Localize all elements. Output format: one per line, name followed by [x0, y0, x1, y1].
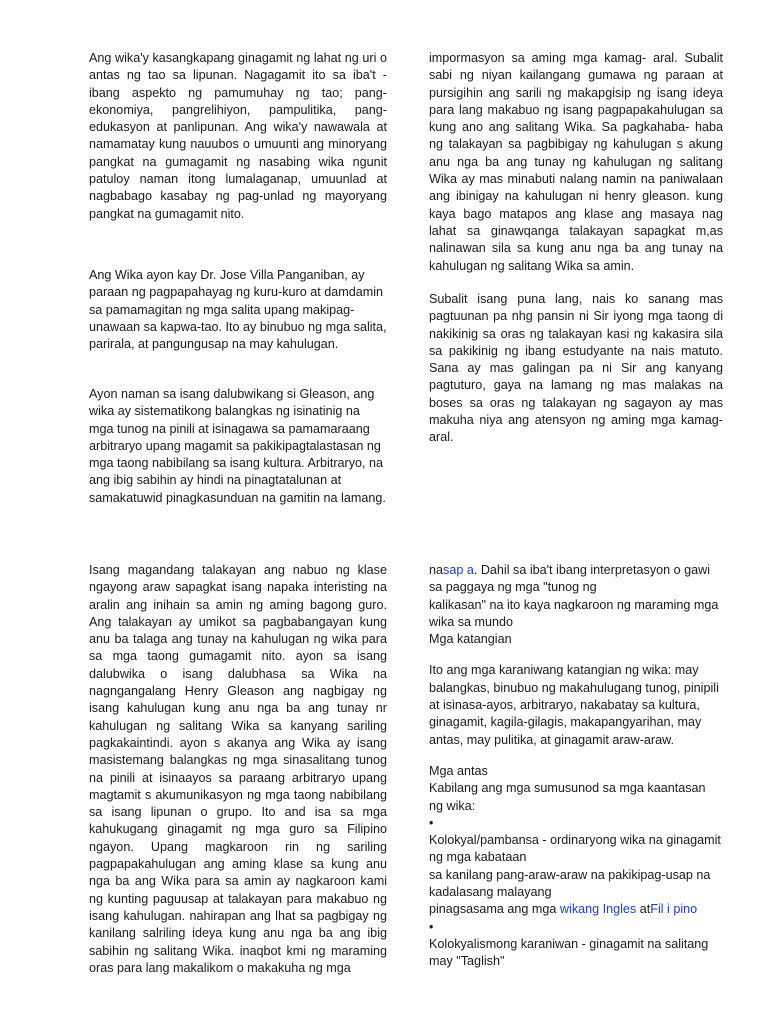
interpretasyon-line-2: kalikasan" na ito kaya nagkaroon ng maraming mga wika sa mundo — [429, 597, 719, 629]
paragraph-text: Ang wika'y kasangkapang ginagamit ng lahat ng uri o antas ng tao sa lipunan. Nagagamit ito sa iba't - ibang aspekto ng pamumuhay ng tao; pang- ekonomiya, pangrelihiyon, pampulitika, pang- edukasyon at panlipunan. Ang wika'y nawawala at namamatay kung nauubos o umuunti ang minoryang pangkat na gumagamit ng nasabing wika ngunit patuloy naman itong lumalaganap, umuunlad at nagbabago kasabay ng pag-unlad ng mayoryang pangkat na gumagamit nito. — [89, 51, 387, 221]
paragraph-gleason — [89, 386, 387, 507]
antas-item-kolokyal-line-3 — [429, 901, 723, 918]
paragraph-text: Subalit isang puna lang, nais ko sanang mas pagtuunan pa nhg pansin ni Sir iyong mga taong di nakikinig sa oras ng talakayan kasi ng kakasira sila sa pakikinig ng ibang estudyante na nais matuto. Sana ay mas galingan pa ni Sir ang kanyang pagtuturo, gaya na lamang ng mas malakas na boses sa oras ng talakayan ng sagayon ay mas makuha niya ang atensyon ng aming mga kamag- aral. — [429, 292, 723, 445]
antas-block — [429, 763, 723, 971]
text-prefix: pinagsasama ang mga — [429, 902, 560, 917]
bullet-marker: • — [429, 815, 434, 830]
antas-heading: Mga antas — [429, 763, 488, 778]
paragraph-talakayan — [89, 562, 387, 977]
paragraph-text: Isang magandang talakayan ang nabuo ng klase ngayong araw sapagkat isang napaka interisting na aralin ang inihain sa amin ng aming bagong guro. Ang talakayan ay umikot sa pagbabangayan kung anu ba talaga ang tunay na kahulugan ng wika para sa mga taong gumagamit nito. ayon sa isang dalubwika o isang dalubhasa sa Wika na nagngangalang Henry Gleason ang nagbigay ng isang kahulugan kung anu nga ba ang tunay nr kahulugan ng salitang Wika sa kanyang sariling pagkakaintindi. ayon s akanya ang Wika ay isang masistemang balangkas ng mga sinasalitang tunog na pinili at isinaayos sa paraang arbitraryo upang magtamit s akumunikasyon ng mga taong nabibilang sa isang lipunan o grupo. Ito and isa sa mga kahukugang ginagamit ng mga guro sa Filipino ngayon. Upang magkaroon rin ng sariling pagpapakahulugan ang aming klase sa kung anu nga ba ang Wika para sa amin ay nagkaroon kami ng kunting paguusap at talakayan para makabuo ng isang kahulugan. nahirapan ang lhat sa pagbigay ng kanilang salriling ideya kung anu nga ba ang ibig sabihin ng salitang Wika. inaqbot kmi ng maraming oras para lang makalikom o makakuha ng mga — [89, 563, 387, 975]
wikang-ingles-link[interactable]: wikang Ingles — [559, 902, 637, 917]
katangian-text: Ito ang mga karaniwang katangian ng wika: may balangkas, binubuo ng makahulugang tunog, pinipili at isinasa-ayos, arbitraryo, nakabatay sa kultura, ginagamit, kagila-gilagis, makapangyarihan, may antas, may pulitika, at ginagamit araw-araw. — [429, 663, 719, 747]
section-label-katangian: Mga katangian — [429, 632, 512, 647]
paragraph-impormasyon — [429, 50, 723, 275]
paragraph-panganiban — [89, 267, 387, 353]
sapa-link[interactable]: sap a — [443, 563, 474, 577]
paragraph-text: impormasyon sa aming mga kamag- aral. Subalit sabi ng niyan kailangang gumawa ng paraan at pursigihin ang sarili ng makapgisip ng isang ideya para lang makabuo ng isang pagpapakahulugan sa kung ano ang salitang Wika. Sa pagkahaba- haba ng talakayan sa pagbibigay ng kahulugan s akung anu nga ba ang tunay ng kahulugan ng salitang Wika ay mas minabuti nalang namin na paniwalaan ang ibinigay na kahulugan ni henry gleason. kung kaya bago matapos ang klase ang masaya nag lahat sa ginawqanga talakayan sapagkat m,as nalinawan sila sa kung anu nga ba ang tunay na kahulugan ng salitang Wika sa amin. — [429, 51, 723, 273]
paragraph-text: Ayon naman sa isang dalubwikang si Gleason, ang wika ay sistematikong balangkas ng isinatinig na mga tunog na pinili at isinagawa sa pamamaraang arbitraryo upang magamit sa pakikipagtalastasan ng mga taong nabibilang sa isang kultura. Arbitraryo, na ang ibig sabihin ay hindi na pinagtatalunan at samakatuwid pinagkasunduan na gamitin na lamang. — [89, 387, 386, 505]
antas-item-kolokyal-line-2: sa kanilang pang-araw-araw na pakikipag-usap na kadalasang malayang — [429, 867, 711, 900]
antas-item-kolokyalismo: Kolokyalismong karaniwan - ginagamit na salitang may "Taglish" — [429, 936, 709, 969]
paragraph-puna — [429, 291, 723, 447]
right-bottom-section — [429, 562, 723, 971]
paragraph-text: Ang Wika ayon kay Dr. Jose Villa Panganiban, ay paraan ng pagpapahayag ng kuru-kuro at damdamin sa pamamagitan ng mga salita upang makipag- unawaan sa kapwa-tao. Ito ay binubuo ng mga salita, parirala, at pangungusap na may kahulugan. — [89, 268, 387, 352]
antas-item-kolokyal: Kolokyal/pambansa - ordinaryong wika na ginagamit ng mga kabataan — [429, 833, 721, 865]
interpretasyon-line — [429, 562, 723, 597]
text-rest: . Dahil sa iba't ibang interpretasyon o gawi sa paggaya ng mga "tunog ng — [429, 563, 711, 595]
filipino-link[interactable]: Fil i pino — [650, 902, 698, 917]
bullet-marker: • — [429, 919, 434, 934]
antas-intro: Kabilang ang mga sumusunod sa mga kaantasan ng wika: — [429, 781, 706, 813]
text-at: at — [636, 902, 651, 917]
katangian-block — [429, 662, 723, 748]
interpretasyon-block — [429, 562, 723, 648]
paragraph-wika-kasangkapan — [89, 50, 387, 223]
text-prefix: na — [429, 563, 444, 577]
